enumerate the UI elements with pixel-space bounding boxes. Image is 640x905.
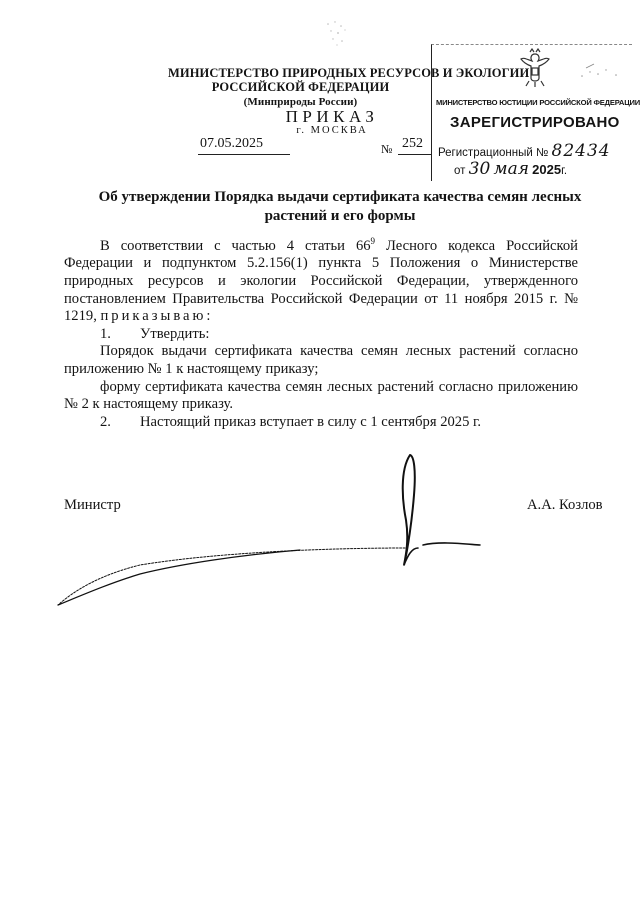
stamp-date-suffix: г. <box>561 165 568 177</box>
doc-city: г. МОСКВА <box>296 125 368 136</box>
number-sign: № <box>381 142 393 156</box>
stamp-date-day: 30 <box>468 159 491 179</box>
item-2-text: Настоящий приказ вступает в силу с 1 сентября 2025 г. <box>140 413 482 430</box>
number-underline <box>398 154 432 155</box>
stamp-date-month: мая <box>493 159 529 179</box>
sub-item-2: форму сертификата качества семян лесных растений согласно приложению № 2 к настоящему приказу. <box>64 378 578 413</box>
stamp-scribble-icon <box>576 62 626 86</box>
doc-date: 07.05.2025 <box>200 136 263 151</box>
doc-number: 252 <box>402 136 423 151</box>
document-body <box>64 233 578 431</box>
document-title: Об утверждении Порядка выдачи сертификата качества семян лесных растений и его формы <box>98 189 582 224</box>
intro-end: Лесного кодекса Российской Федерации и подпунктом 5.2.156(1) пункта 5 Положения о Министерстве природных ресурсов и экологии Российской Федерации, утвержденного постановлением Правительства Российской Федерации от 11 ноября 2015 г. № 1219, <box>64 237 578 325</box>
doc-type: ПРИКАЗ <box>285 107 379 126</box>
stamp-reg-label: Регистрационный № <box>438 147 549 159</box>
intro-start: В соответствии с частью 4 статьи 66 <box>100 237 371 254</box>
item-1-number: 1. <box>100 325 111 342</box>
stamp-date-prefix: от <box>454 165 466 177</box>
intro-command: приказываю: <box>100 308 214 325</box>
stamp-date <box>454 159 567 179</box>
ministry-header <box>168 66 530 109</box>
ministry-name: МИНИСТЕРСТВО ПРИРОДНЫХ РЕСУРСОВ И ЭКОЛОГИИ <box>168 66 530 80</box>
item-2 <box>64 414 578 432</box>
item-2-number: 2. <box>100 413 111 430</box>
stamp-status: ЗАРЕГИСТРИРОВАНО <box>450 114 620 131</box>
stamp-date-year: 2025 <box>532 162 562 177</box>
date-underline <box>198 154 290 155</box>
signatory-role: Министр <box>64 497 121 513</box>
intro-superscript: 9 <box>370 236 376 246</box>
item-1-text: Утвердить: <box>140 325 210 342</box>
eagle-emblem-icon <box>518 48 552 88</box>
stamp-reg-number <box>438 141 611 161</box>
item-1 <box>64 326 578 344</box>
stamp-agency: МИНИСТЕРСТВО ЮСТИЦИИ РОССИЙСКОЙ ФЕДЕРАЦИИ <box>436 98 640 107</box>
scan-artifact <box>323 20 353 50</box>
signatory-name: А.А. Козлов <box>527 497 603 513</box>
sub-item-1: Порядок выдачи сертификата качества семян лесных растений согласно приложению № 1 к настоящему приказу; <box>64 343 578 378</box>
stamp-reg-value: 82434 <box>551 141 611 161</box>
intro-paragraph <box>64 233 578 326</box>
ministry-country: РОССИЙСКОЙ ФЕДЕРАЦИИ <box>211 80 390 94</box>
ministry-short-name: (Минприроды России) <box>243 96 358 108</box>
